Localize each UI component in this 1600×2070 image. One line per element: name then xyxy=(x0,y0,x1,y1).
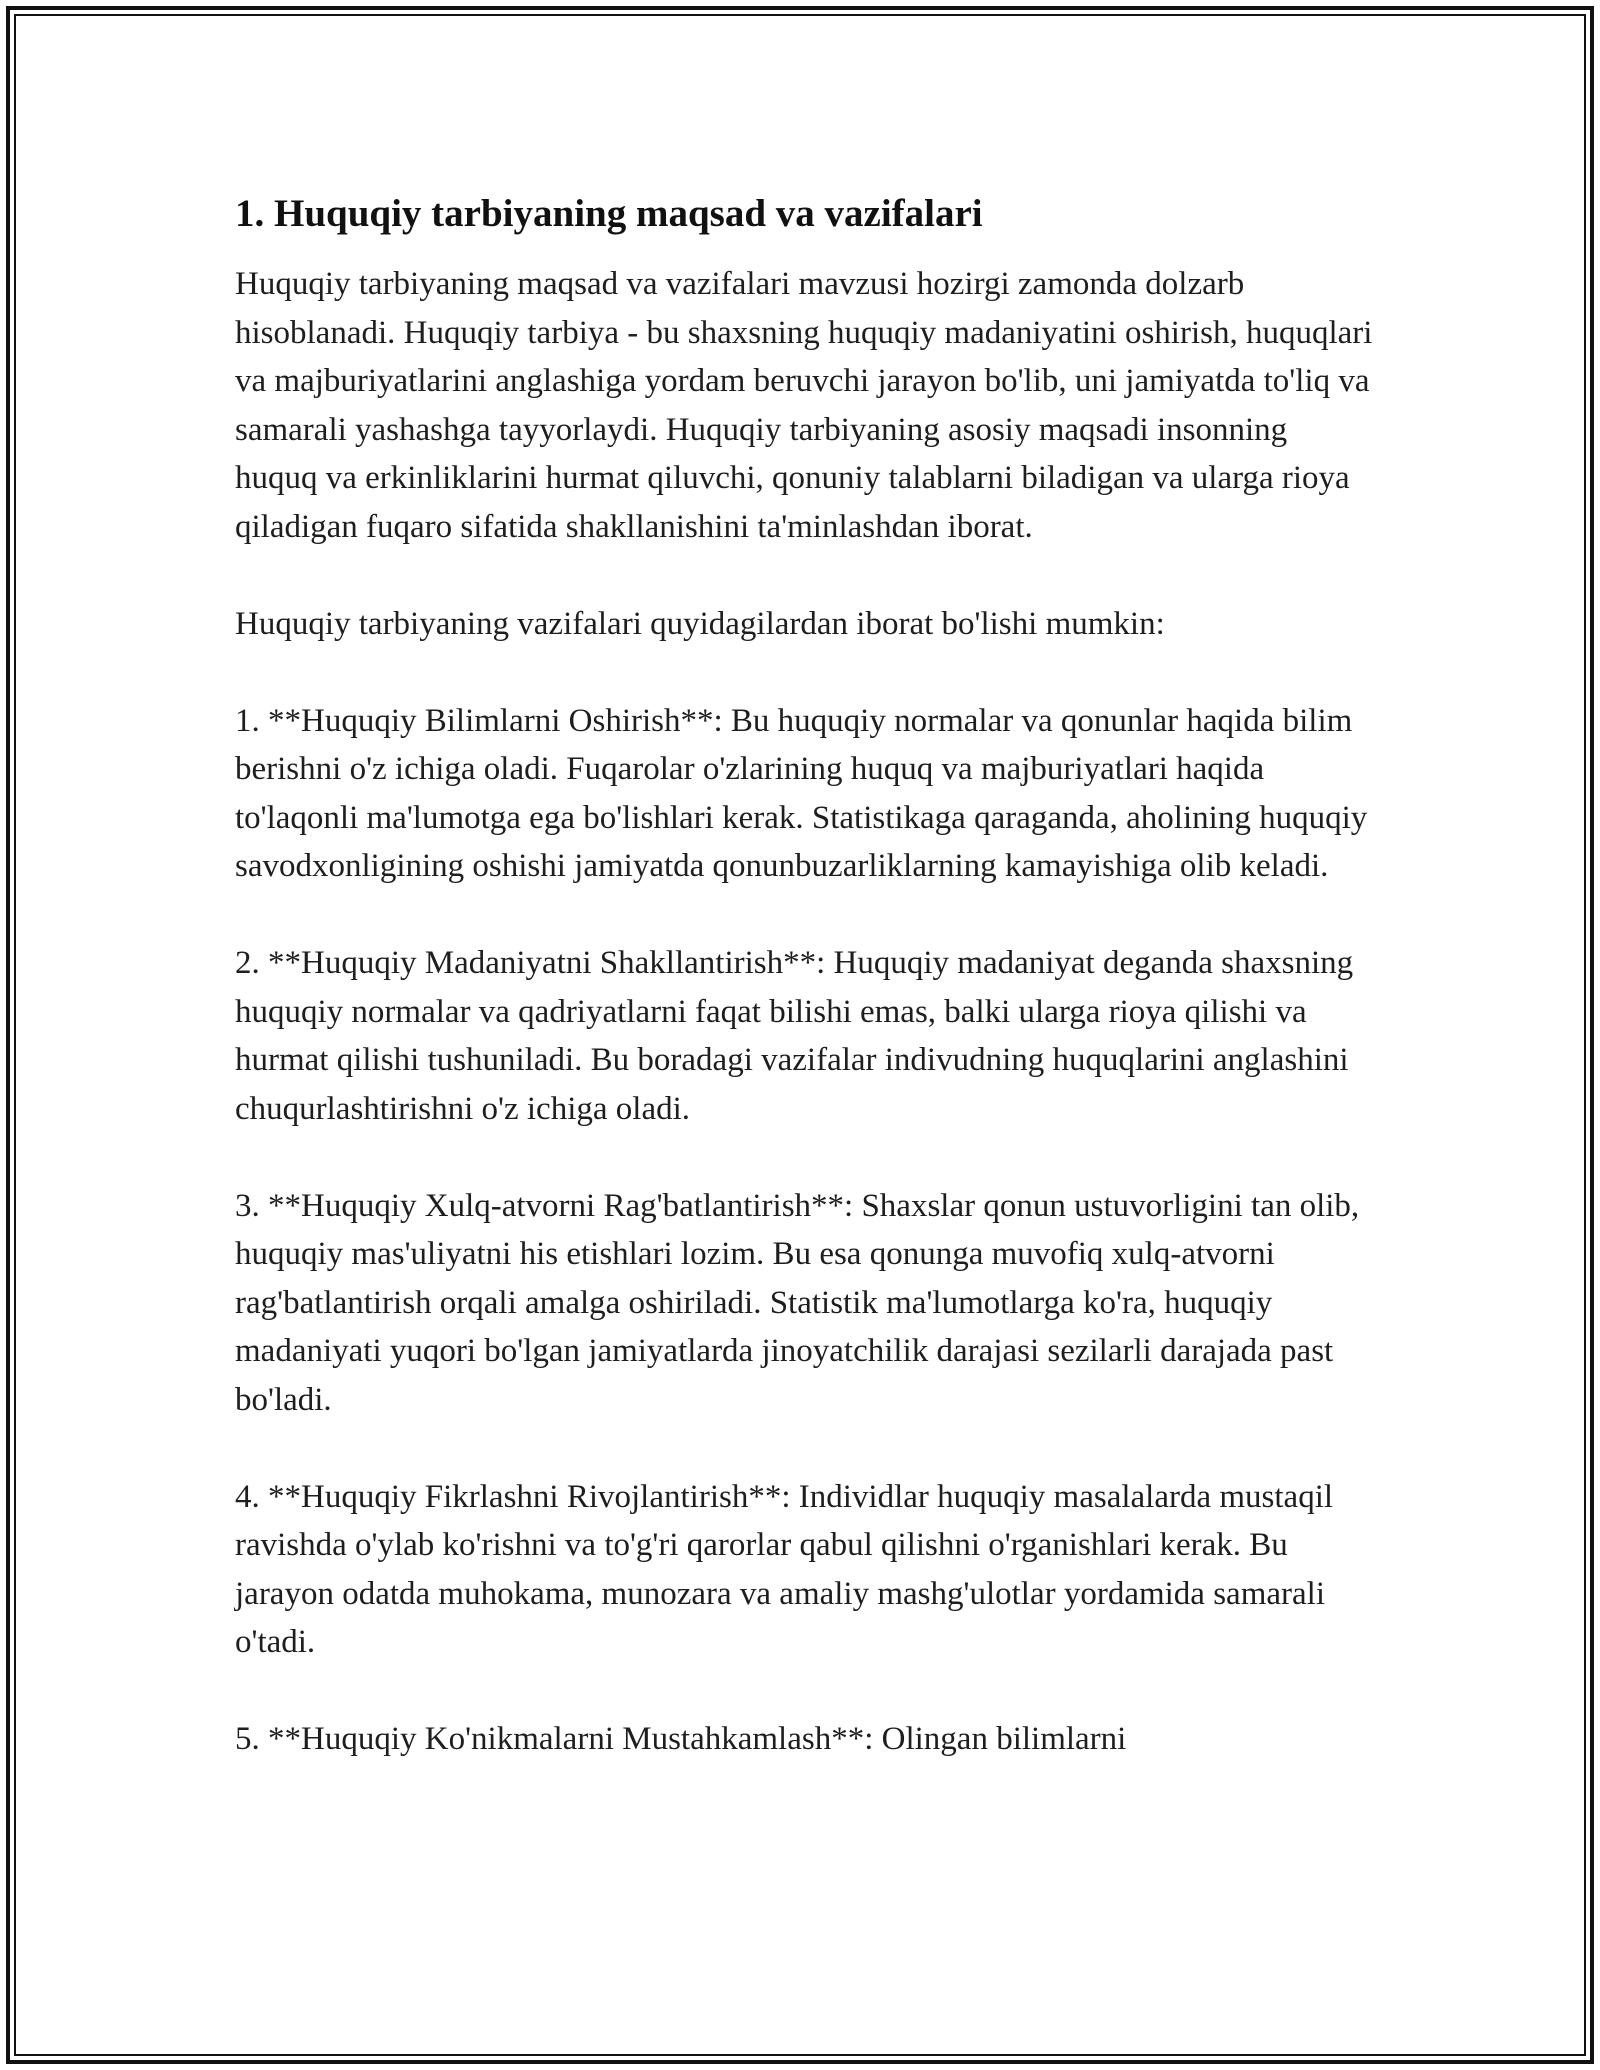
task-item-1: 1. **Huquqiy Bilimlarni Oshirish**: Bu huquqiy normalar va qonunlar haqida bilim berishni o'z ichiga oladi. Fuqarolar o'zlarining huquq va majburiyatlari haqida to'laqonli ma'lumotga ega bo'lishlari kerak. Statistikaga qaraganda, aholining huquqiy savodxonligining oshishi jamiyatda qonunbuzarliklarning kamayishiga olib keladi. xyxy=(235,702,1368,884)
intro-paragraph: Huquqiy tarbiyaning maqsad va vazifalari mavzusi hozirgi zamonda dolzarb hisoblanadi. Huquqiy tarbiya - bu shaxsning huquqiy madaniyatini oshirish, huquqlari va majburiyatlarini anglashiga yordam beruvchi jarayon bo'lib, uni jamiyatda to'liq va samarali yashashga tayyorlaydi. Huquqiy tarbiyaning asosiy maqsadi insonning huquq va erkinliklarini hurmat qiluvchi, qonuniy talablarni biladigan va ularga rioya qiladigan fuqaro sifatida shakllanishini ta'minlashdan iborat. xyxy=(235,266,1373,545)
document-title: 1. Huquqiy tarbiyaning maqsad va vazifalari xyxy=(235,192,983,235)
document-body xyxy=(235,188,1375,1764)
task-item-3: 3. **Huquqiy Xulq-atvorni Rag'batlantirish**: Shaxslar qonun ustuvorligini tan olib, huquqiy mas'uliyatni his etishlari lozim. Bu esa qonunga muvofiq xulq-atvorni rag'batlantirish orqali amalga oshiriladi. Statistik ma'lumotlarga ko'ra, huquqiy madaniyati yuqori bo'lgan jamiyatlarda jinoyatchilik darajasi sezilarli darajada past bo'ladi. xyxy=(235,1187,1360,1418)
task-item-5: 5. **Huquqiy Ko'nikmalarni Mustahkamlash**: Olingan bilimlarni xyxy=(235,1721,1127,1757)
tasks-intro-paragraph: Huquqiy tarbiyaning vazifalari quyidagilardan iborat bo'lishi mumkin: xyxy=(235,605,1165,642)
task-item-4: 4. **Huquqiy Fikrlashni Rivojlantirish**: Individlar huquqiy masalalarda mustaqil ravishda o'ylab ko'rishni va to'g'ri qarorlar qabul qilishni o'rganishlari kerak. Bu jarayon odatda muhokama, munozara va amaliy mashg'ulotlar yordamida samarali o'tadi. xyxy=(235,1478,1334,1660)
task-item-2: 2. **Huquqiy Madaniyatni Shakllantirish**: Huquqiy madaniyat deganda shaxsning huquqiy normalar va qadriyatlarni faqat bilishi emas, balki ularga rioya qilishi va hurmat qilishi tushuniladi. Bu boradagi vazifalar indivudning huquqlarini anglashini chuqurlashtirishni o'z ichiga oladi. xyxy=(235,945,1354,1127)
